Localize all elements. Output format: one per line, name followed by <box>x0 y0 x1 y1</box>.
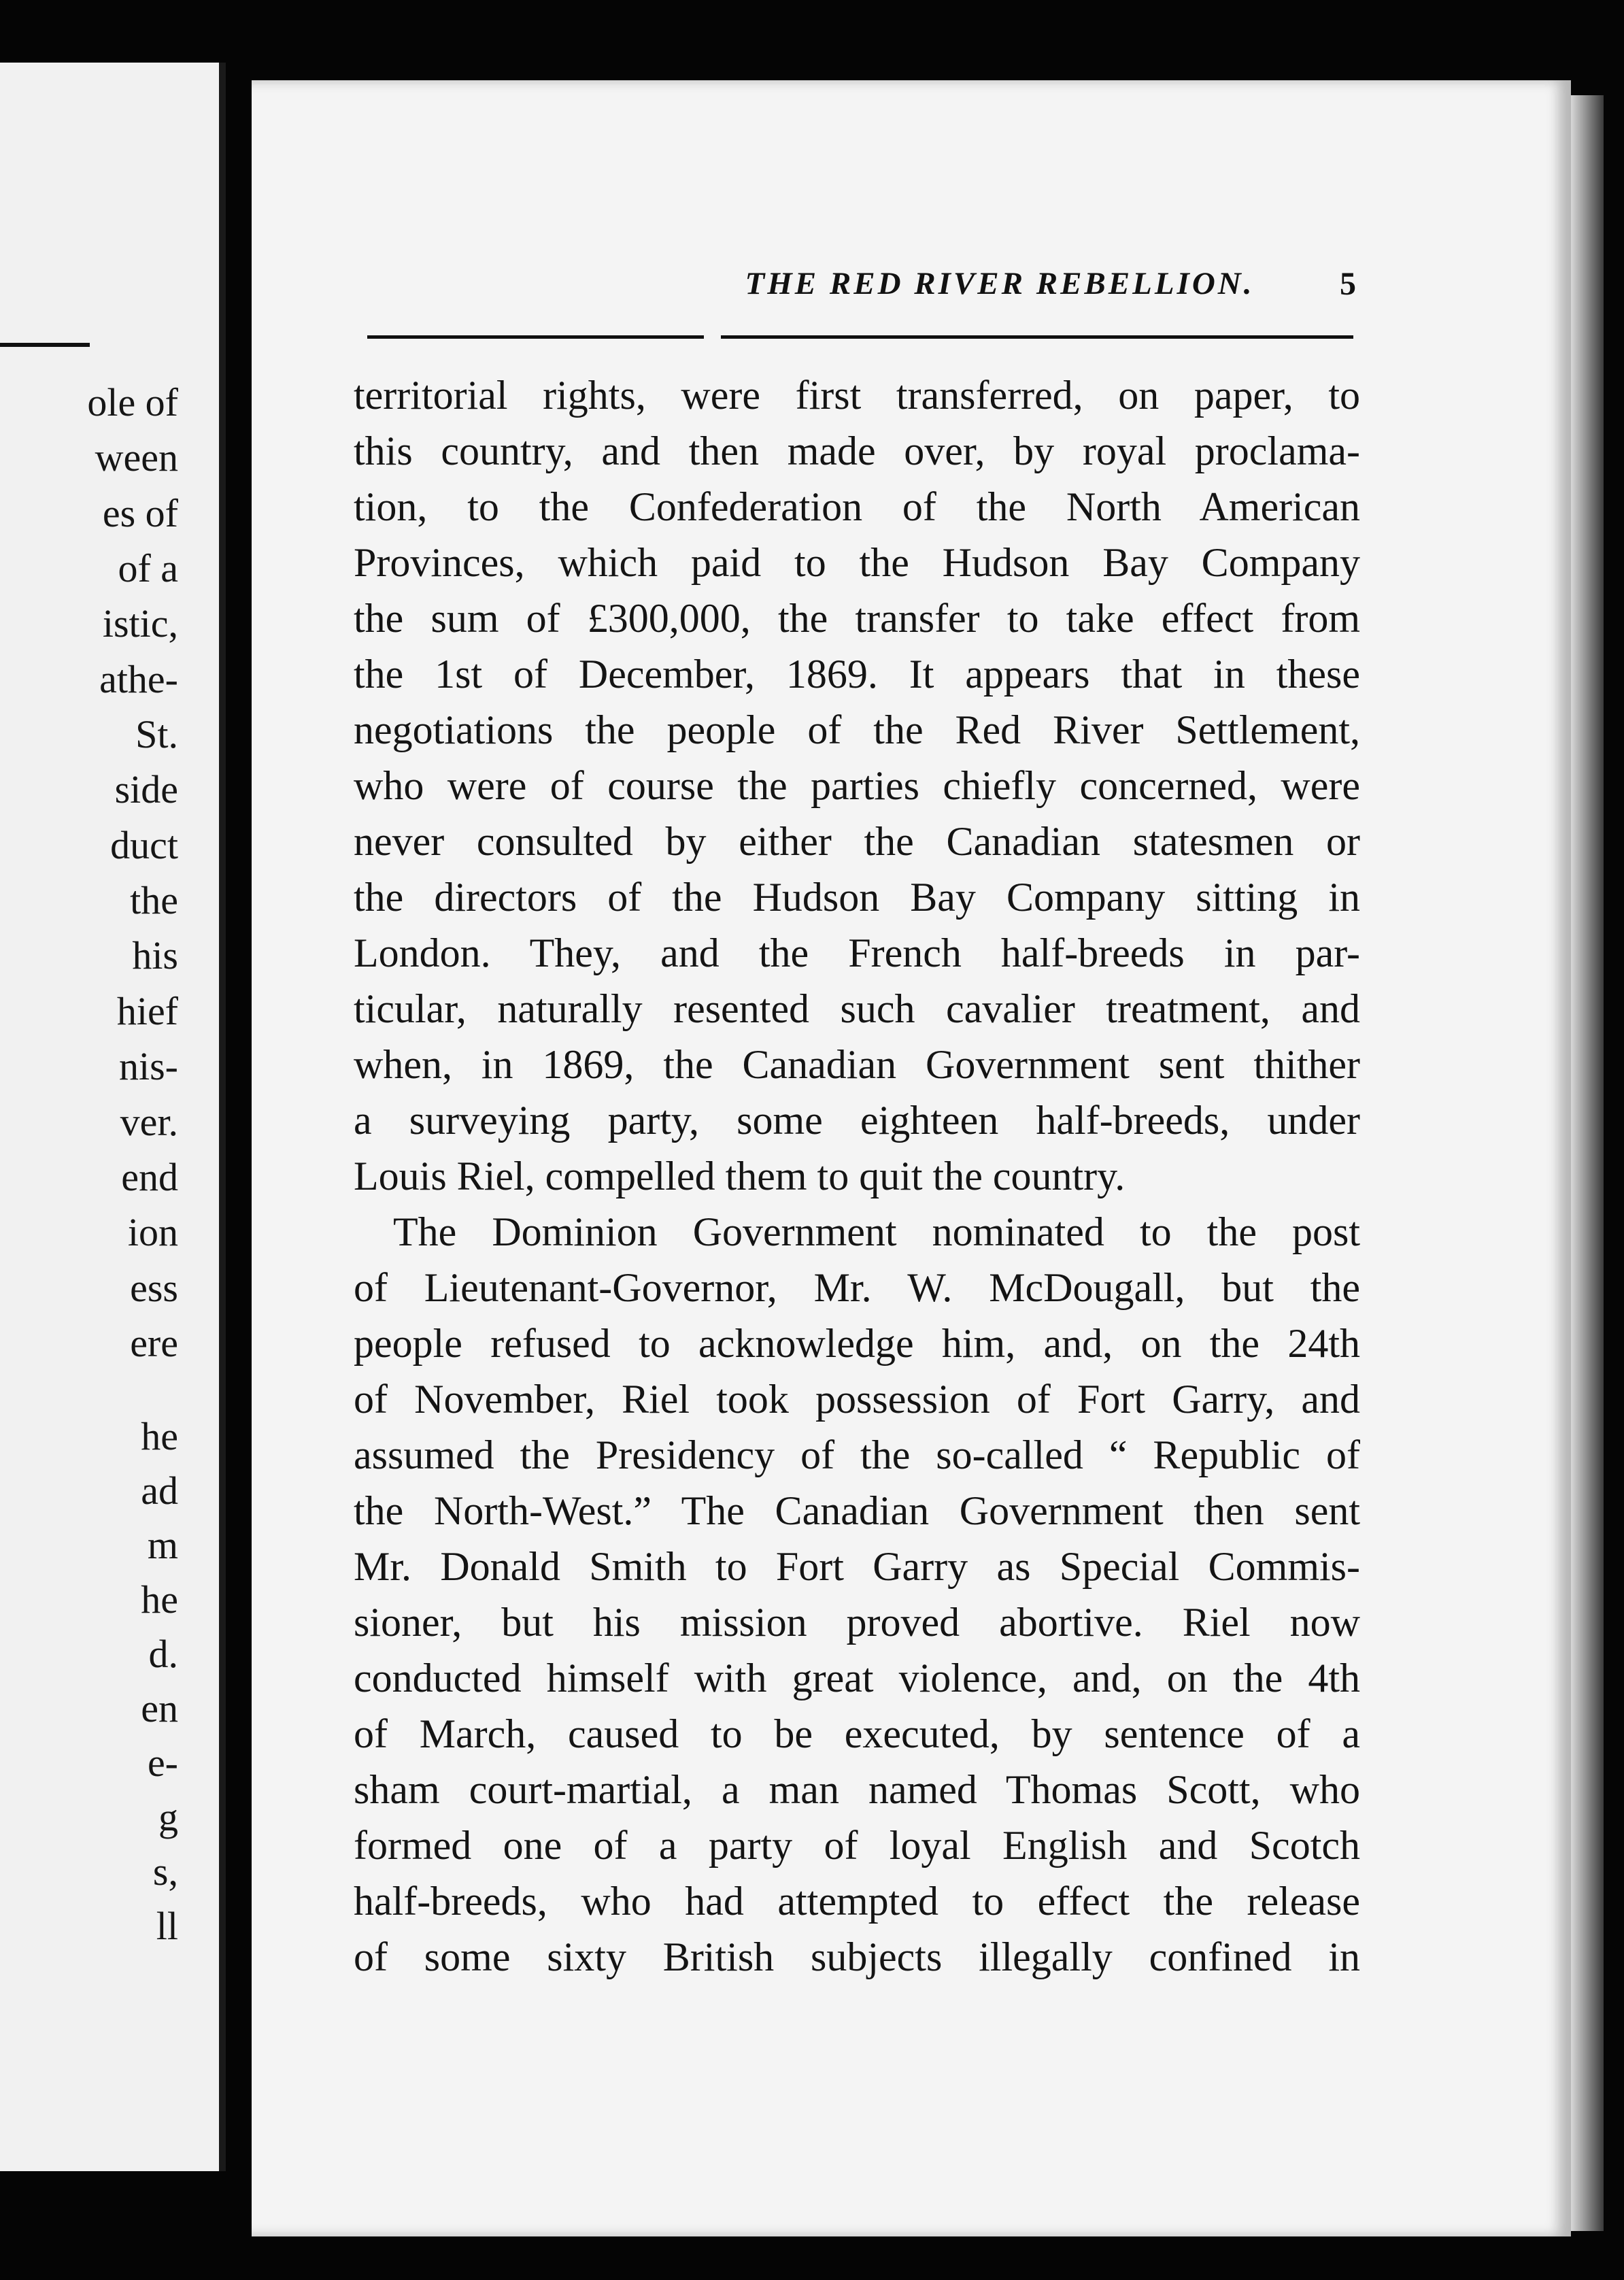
text-line: sioner, but his mission proved abortive. Riel now <box>354 1600 1360 1645</box>
header-rule-left <box>367 335 704 339</box>
facing-page-line: ad <box>141 1469 178 1513</box>
text-line: the North-West.” The Canadian Government then sent <box>354 1488 1360 1533</box>
text-line: this country, and then made over, by royal proclama- <box>354 429 1360 473</box>
facing-page-line: s, <box>152 1849 178 1894</box>
facing-page-line: he <box>141 1414 178 1458</box>
facing-page-line: g <box>158 1795 178 1839</box>
facing-page-line: he <box>141 1577 178 1622</box>
text-line: formed one of a party of loyal English and Scotch <box>354 1823 1360 1868</box>
facing-page-line: e- <box>147 1741 178 1785</box>
text-line: never consulted by either the Canadian statesmen or <box>354 819 1360 864</box>
facing-page-line: m <box>147 1523 178 1567</box>
page-edge-shadow <box>1571 95 1604 2231</box>
text-line: the directors of the Hudson Bay Company sitting in <box>354 875 1360 920</box>
facing-page-line: the <box>130 878 178 922</box>
text-line: ticular, naturally resented such cavalier treatment, and <box>354 986 1360 1031</box>
facing-page-line: end <box>121 1155 178 1199</box>
header-rule-right <box>721 335 1353 339</box>
text-line: the 1st of December, 1869. It appears that in these <box>354 652 1360 697</box>
text-line: when, in 1869, the Canadian Government sent thither <box>354 1042 1360 1087</box>
text-line: assumed the Presidency of the so-called “ Republic of <box>354 1432 1360 1477</box>
text-line: Provinces, which paid to the Hudson Bay Company <box>354 540 1360 585</box>
page-number: 5 <box>1340 266 1356 302</box>
text-line: territorial rights, were first transferred, on paper, to <box>354 373 1360 418</box>
text-line: of November, Riel took possession of Fort Garry, and <box>354 1377 1360 1422</box>
facing-page-line: of a <box>118 546 178 590</box>
text-line: of Lieutenant-Governor, Mr. W. McDougall, but the <box>354 1265 1360 1310</box>
facing-page-line: ween <box>95 435 178 480</box>
text-line: sham court-martial, a man named Thomas Scott, who <box>354 1767 1360 1812</box>
facing-page <box>0 63 226 2171</box>
facing-page-line: his <box>132 933 178 977</box>
facing-page-line: ion <box>127 1210 178 1254</box>
facing-page-line: ess <box>130 1266 178 1310</box>
facing-page-line: duct <box>110 823 178 867</box>
facing-page-line: hief <box>116 989 178 1033</box>
facing-page-line: istic, <box>102 601 178 646</box>
facing-page-line: d. <box>148 1632 178 1676</box>
text-line: London. They, and the French half-breeds in par- <box>354 931 1360 975</box>
facing-page-line: athe- <box>99 657 178 701</box>
text-line: Mr. Donald Smith to Fort Garry as Special Commis- <box>354 1544 1360 1589</box>
facing-page-line: ver. <box>120 1100 178 1144</box>
facing-page-line: ll <box>156 1904 178 1948</box>
text-line: people refused to acknowledge him, and, on the 24th <box>354 1321 1360 1366</box>
text-line: The Dominion Government nominated to the post <box>393 1209 1360 1254</box>
facing-page-line: es of <box>102 491 178 535</box>
text-line: Louis Riel, compelled them to quit the country. <box>354 1154 1126 1198</box>
facing-page-line: nis- <box>119 1044 178 1088</box>
text-line: of March, caused to be executed, by sentence of a <box>354 1711 1360 1756</box>
book-page <box>252 80 1571 2236</box>
text-line: a surveying party, some eighteen half-breeds, under <box>354 1098 1360 1143</box>
text-line: who were of course the parties chiefly concerned, were <box>354 763 1360 808</box>
text-line: negotiations the people of the Red River Settlement, <box>354 707 1360 752</box>
text-line: of some sixty British subjects illegally confined in <box>354 1934 1360 1979</box>
running-head: THE RED RIVER REBELLION. <box>745 266 1255 301</box>
facing-page-line: ere <box>130 1321 178 1365</box>
text-line: half-breeds, who had attempted to effect the release <box>354 1879 1360 1924</box>
text-line: the sum of £300,000, the transfer to take effect from <box>354 596 1360 641</box>
text-line: tion, to the Confederation of the North American <box>354 484 1360 529</box>
facing-page-line: St. <box>135 712 178 756</box>
facing-page-rule <box>0 343 90 347</box>
facing-page-line: en <box>141 1686 178 1730</box>
facing-page-line: ole of <box>87 380 178 424</box>
text-line: conducted himself with great violence, and, on the 4th <box>354 1656 1360 1700</box>
facing-page-line: side <box>114 767 178 811</box>
